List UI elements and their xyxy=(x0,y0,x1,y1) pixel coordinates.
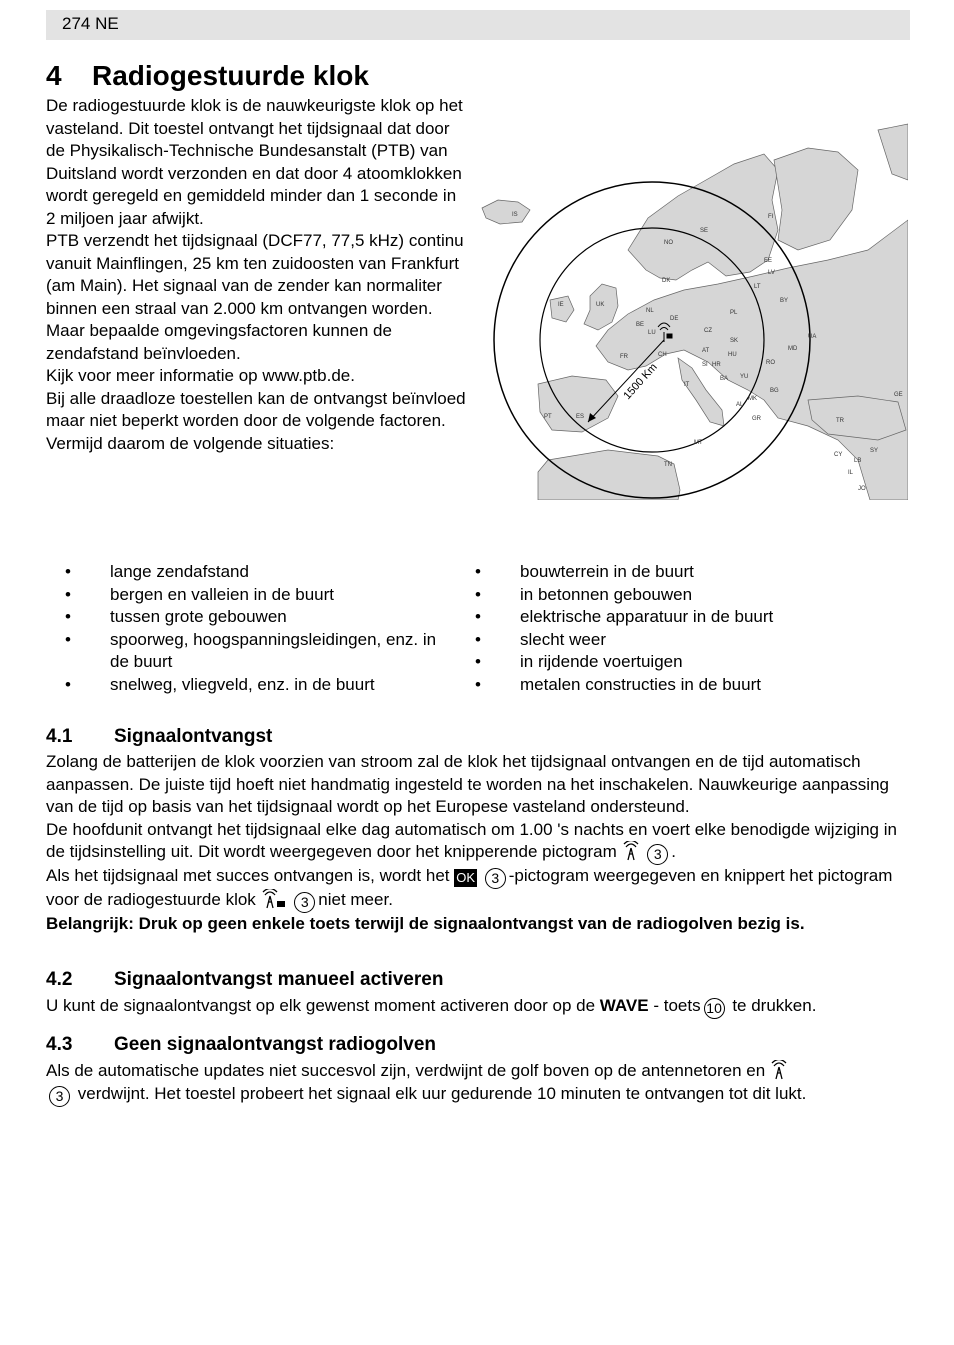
list-item: • bergen en valleien in de buurt xyxy=(46,584,446,607)
text: De hoofdunit ontvangt het tijdsignaal elke dag automatisch om 1.00 's nachts en voert elke benodigde wijziging in de tijdsinstelling uit. Dit wordt weergegeven door het knipperende pictogram xyxy=(46,819,897,861)
list-item: • in betonnen gebouwen xyxy=(456,584,906,607)
country-label-ua: UA xyxy=(808,334,817,340)
country-label-si: SI xyxy=(702,362,708,368)
country-label-sy: SY xyxy=(870,448,879,454)
country-label-ie: IE xyxy=(558,302,564,308)
country-label-ro: RO xyxy=(766,360,775,366)
subsection-title-text: Geen signaalontvangst radiogolven xyxy=(114,1034,437,1055)
page-number: 274 NE xyxy=(62,14,119,33)
country-label-be: BE xyxy=(636,322,645,328)
country-label-mk: MK xyxy=(748,396,757,402)
page-header xyxy=(46,10,910,40)
list-item: • bouwterrein in de buurt xyxy=(456,561,906,584)
country-label-nl: NL xyxy=(646,308,654,314)
bullet-list-right xyxy=(456,561,906,696)
country-label-cy: CY xyxy=(834,452,843,458)
subsection-number: 4.3 xyxy=(46,1034,73,1055)
ref-circle: 3 xyxy=(647,844,668,865)
country-label-md: MD xyxy=(788,346,798,352)
wave-key-label: WAVE xyxy=(599,996,649,1015)
country-label-cz: CZ xyxy=(704,328,712,334)
list-item: • slecht weer xyxy=(456,629,906,652)
country-label-tn: TN xyxy=(664,462,672,468)
list-item: • spoorweg, hoogspanningsleidingen, enz. in de buurt xyxy=(46,629,446,674)
text: Als het tijdsignaal met succes ontvangen is, wordt het xyxy=(46,866,450,885)
paragraph: Zolang de batterijen de klok voorzien van stroom zal de klok het tijdsignaal ontvangen en de tijd automatisch aanpassen. De juiste tijd hoeft niet handmatig ingesteld te worden na het inschakelen. Nauwkeurige aanpassing van de tijd op basis van het tijdsignaal wordt op het Europese vasteland ondersteund. xyxy=(46,752,889,816)
country-label-il: IL xyxy=(848,470,854,476)
country-label-ba: BA xyxy=(720,376,729,382)
list-item: • snelweg, vliegveld, enz. in de buurt xyxy=(46,674,446,697)
list-item: • elektrische apparatuur in de buurt xyxy=(456,606,906,629)
text: verdwijnt. Het toestel probeert het signaal elk uur gedurende 10 minuten te ontvangen tot dit lukt. xyxy=(77,1083,807,1103)
country-label-al: AL xyxy=(736,402,744,408)
landmass-finland-east xyxy=(774,148,858,250)
important-note: Belangrijk: Druk op geen enkele toets terwijl de signaalontvangst van de radiogolven bezig is. xyxy=(46,914,805,933)
country-label-dk: DK xyxy=(662,278,671,284)
country-label-by: BY xyxy=(780,298,789,304)
country-label-at: AT xyxy=(702,348,710,354)
subsection-number: 4.2 xyxy=(46,969,73,990)
landmass-iceland xyxy=(482,200,530,224)
subsection-title-text: Signaalontvangst manueel activeren xyxy=(114,969,444,990)
country-label-uk: UK xyxy=(596,302,605,308)
country-label-de: DE xyxy=(670,316,679,322)
section-4-2-body xyxy=(46,995,912,1019)
country-label-pt: PT xyxy=(544,414,552,420)
section-title-text: Radiogestuurde klok xyxy=(92,60,369,91)
bullet-list-left xyxy=(46,561,446,696)
ref-circle: 10 xyxy=(704,998,725,1019)
intro-text xyxy=(46,95,466,455)
landmass-scandinavia xyxy=(628,154,778,280)
text: Als de automatische updates niet succesvol zijn, verdwijnt de golf boven op de antennetoren en xyxy=(46,1061,766,1080)
country-label-ch: CH xyxy=(658,352,667,358)
country-label-jo: JO xyxy=(858,486,866,492)
subsection-title-4-2 xyxy=(46,969,443,991)
country-label-gr: GR xyxy=(752,416,761,422)
country-label-es: ES xyxy=(576,414,585,420)
radio-clock-icon xyxy=(261,889,287,909)
country-label-ge: GE xyxy=(894,392,903,398)
paragraph xyxy=(46,819,912,866)
list-item: • in rijdende voertuigen xyxy=(456,651,906,674)
landmass-ireland xyxy=(550,296,574,322)
europe-reception-map xyxy=(478,100,908,500)
paragraph xyxy=(46,995,912,1019)
section-4-3-body xyxy=(46,1060,912,1107)
paragraph xyxy=(46,1060,912,1107)
country-label-fi: FI xyxy=(768,214,774,220)
country-label-sk: SK xyxy=(730,338,739,344)
paragraph xyxy=(46,865,912,913)
intro-paragraph: PTB verzendt het tijdsignaal (DCF77, 77,5 kHz) continu vanuit Mainflingen, 25 km ten zuidoosten van Frankfurt (am Main). Het signaal van de zender kan normaliter binnen een straal van 2.000 km ontvangen worden. Maar bepaalde omgevingsfactoren kunnen de zendafstand beïnvloeden. xyxy=(46,231,464,363)
section-number: 4 xyxy=(46,60,62,91)
text: . xyxy=(671,842,676,861)
country-label-lu: LU xyxy=(648,330,656,336)
country-label-tr: TR xyxy=(836,418,844,424)
ref-circle: 3 xyxy=(485,868,506,889)
ok-icon: OK xyxy=(456,870,476,885)
subsection-number: 4.1 xyxy=(46,726,73,747)
section-4-1-body xyxy=(46,751,912,936)
text: te drukken. xyxy=(732,996,817,1015)
text: - toets xyxy=(653,996,701,1015)
country-label-fr: FR xyxy=(620,354,628,360)
intro-paragraph: Kijk voor meer informatie op www.ptb.de. xyxy=(46,366,355,385)
antenna-icon xyxy=(770,1060,788,1080)
country-label-lv: LV xyxy=(768,270,775,276)
list-item: • metalen constructies in de buurt xyxy=(456,674,906,697)
list-item: • tussen grote gebouwen xyxy=(46,606,446,629)
antenna-blink-icon xyxy=(622,841,640,861)
country-label-hu: HU xyxy=(728,352,737,358)
radius-label: 1500 Km xyxy=(621,361,660,403)
ref-circle: 3 xyxy=(49,1086,70,1107)
text: U kunt de signaalontvangst op elk gewenst moment activeren door op de xyxy=(46,996,596,1015)
country-label-lt: LT xyxy=(754,284,761,290)
subsection-title-4-3 xyxy=(46,1034,436,1056)
country-label-mt: MT xyxy=(694,440,703,446)
country-label-it: IT xyxy=(684,382,690,388)
intro-paragraph: Bij alle draadloze toestellen kan de ontvangst beïnvloed maar niet beperkt worden door de volgende factoren. Vermijd daarom de volgende situaties: xyxy=(46,388,466,453)
country-label-se: SE xyxy=(700,228,709,234)
landmass-turkey xyxy=(808,396,906,440)
country-label-is: IS xyxy=(512,212,518,218)
intro-paragraph: De radiogestuurde klok is de nauwkeurigste klok op het vasteland. Dit toestel ontvangt het tijdsignaal dat door de Physikalisch-Technische Bundesanstalt (PTB) van Duitsland wordt verzonden en dat door 4 atoomklokken wordt geregeld en gemiddeld minder dan 1 seconde in 2 miljoen jaar afwijkt. xyxy=(46,96,463,228)
country-label-pl: PL xyxy=(730,310,738,316)
country-label-bg: BG xyxy=(770,388,779,394)
subsection-title-text: Signaalontvangst xyxy=(114,726,273,747)
country-label-lb: LB xyxy=(854,458,862,464)
country-label-no: NO xyxy=(664,240,673,246)
country-label-yu: YU xyxy=(740,374,749,380)
ref-circle: 3 xyxy=(294,892,315,913)
text: niet meer. xyxy=(318,890,393,909)
text: -pictogram weergegeven en knippert het pictogram voor de radiogestuurde klok xyxy=(46,866,893,909)
subsection-title-4-1 xyxy=(46,726,272,748)
country-label-ee: EE xyxy=(764,258,773,264)
landmass-greenland-tip xyxy=(878,124,908,180)
list-item: • lange zendafstand xyxy=(46,561,446,584)
country-label-hr: HR xyxy=(712,362,721,368)
section-title xyxy=(46,60,369,92)
